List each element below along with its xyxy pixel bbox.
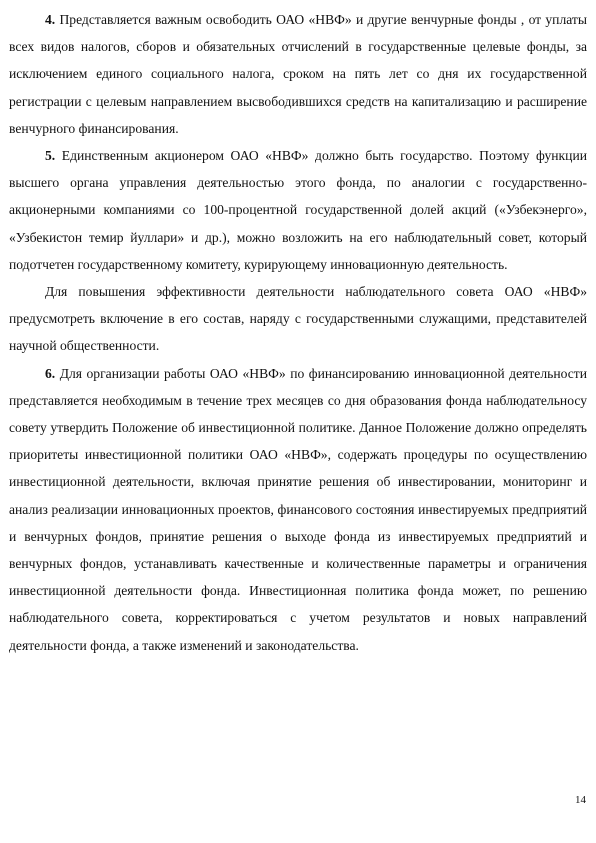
paragraph-4 — [9, 6, 587, 142]
paragraph-text: Для повышения эффективности деятельности наблюдательного совета ОАО «НВФ» предусмотреть включение в его состав, наряду с государственными служащими, представителей научной общественности. — [9, 284, 587, 354]
page-number: 14 — [575, 794, 586, 806]
paragraph-6 — [9, 360, 587, 659]
paragraph-text: Для организации работы ОАО «НВФ» по финансированию инновационной деятельности представляется необходимым в течение трех месяцев со дня образования фонда наблюдательносу совету утвердить Положение об инвестиционной политике. Данное Положение должно определять приоритеты инвестиционной политики ОАО «НВФ», содержать процедуры по осуществлению инвестиционной деятельности, включая принятие решения об инвестировании, мониторинг и анализ реализации инновационных проектов, финансового состояния инвестируемых предприятий и венчурных фондов, принятие решения о выходе фонда из инвестируемых предприятий и венчурных фондов, устанавливать качественные и количественные параметры и ограничения инвестиционной деятельности фонда. Инвестиционная политика фонда может, по решению наблюдательного совета, корректироваться с учетом результатов и новых направлений деятельности фонда, а также изменений и законодательства. — [9, 365, 587, 653]
paragraph-text: Представляется важным освободить ОАО «НВФ» и другие венчурные фонды , от уплаты всех видов налогов, сборов и обязательных отчислений в государственные целевые фонды, за исключением единого социального налога, сроком на пять лет со дня их государственной регистрации с целевым направлением высвободившихся средств на капитализацию и расширение венчурного финансирования. — [9, 12, 587, 136]
paragraph-text: Единственным акционером ОАО «НВФ» должно быть государство. Поэтому функции высшего органа управления деятельностью этого фонда, по аналогии с государственно-акционерными компаниями со 100-процентной государственной долей акций («Узбекэнерго», «Узбекистон темир йуллари» и др.), можно возложить на его наблюдательный совет, который подотчетен государственному комитету, курирующему инновационную деятельность. — [9, 148, 587, 272]
paragraph-number: 6. — [45, 365, 56, 381]
document-page — [9, 6, 587, 659]
paragraph-5 — [9, 142, 587, 278]
paragraph-number: 4. — [45, 12, 56, 27]
paragraph-5-continuation — [9, 278, 587, 360]
paragraph-number: 5. — [45, 148, 56, 164]
